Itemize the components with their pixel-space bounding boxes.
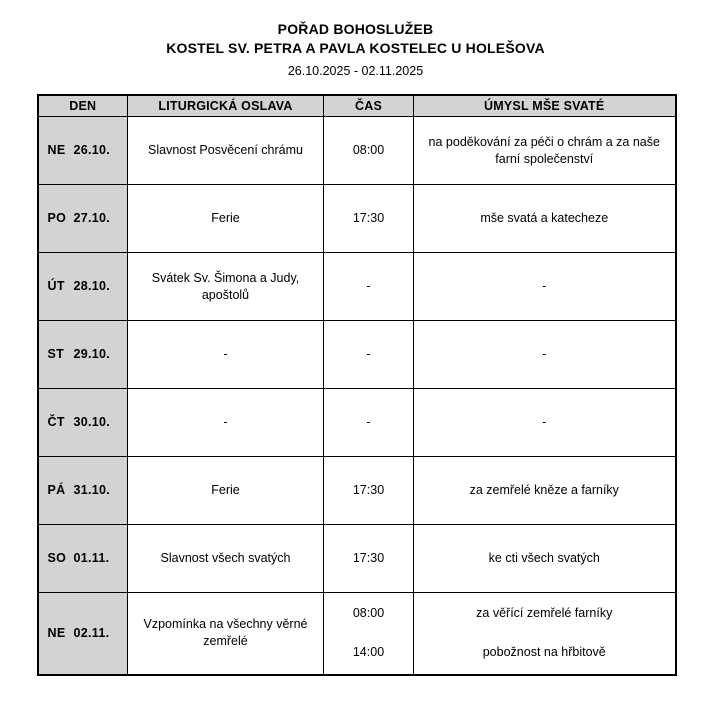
table-row: [38, 457, 676, 525]
page-subtitle: KOSTEL SV. PETRA A PAVLA KOSTELEC U HOLEŠOVA: [166, 40, 545, 56]
cell-day: [38, 457, 128, 525]
cell-day: [38, 253, 128, 321]
table-row: [38, 389, 676, 457]
cell-celebration: Svátek Sv. Šimona a Judy, apoštolů: [128, 253, 324, 321]
cell-day: [38, 389, 128, 457]
day-weekday: NE: [47, 143, 66, 157]
table-row: [38, 253, 676, 321]
cell-intention: za zemřelé kněze a farníky: [414, 457, 676, 525]
cell-intention: na poděkování za péči o chrám a za naše farní společenství: [414, 117, 676, 185]
column-header-day: DEN: [38, 95, 128, 117]
day-weekday: ST: [47, 347, 65, 361]
day-date: 31.10.: [73, 483, 111, 497]
cell-day: [38, 185, 128, 253]
cell-time: 17:30: [324, 525, 414, 593]
column-header-intention: ÚMYSL MŠE SVATÉ: [414, 95, 676, 117]
cell-intention-first: za věřící zemřelé farníky: [476, 606, 613, 621]
day-weekday: ÚT: [47, 279, 65, 293]
cell-day: [38, 525, 128, 593]
schedule-table: [37, 94, 677, 676]
cell-day: [38, 321, 128, 389]
day-weekday: NE: [47, 625, 66, 640]
day-date: 26.10.: [73, 143, 111, 157]
document-header: [0, 0, 711, 81]
cell-day: [38, 593, 128, 675]
cell-celebration: Vzpomínka na všechny věrné zemřelé: [128, 593, 324, 675]
cell-intention: -: [414, 389, 676, 457]
day-date: 02.11.: [73, 625, 110, 640]
table-row: [38, 185, 676, 253]
day-date: 29.10.: [73, 347, 111, 361]
cell-intention: -: [414, 253, 676, 321]
day-date: 30.10.: [73, 415, 111, 429]
cell-celebration: Slavnost všech svatých: [128, 525, 324, 593]
day-date: 01.11.: [73, 551, 110, 565]
cell-intention: -: [414, 321, 676, 389]
cell-time: -: [324, 389, 414, 457]
cell-celebration: Ferie: [128, 457, 324, 525]
cell-time: -: [324, 321, 414, 389]
cell-intention-second: pobožnost na hřbitově: [482, 645, 606, 660]
cell-day: [38, 117, 128, 185]
schedule-table-wrap: [37, 94, 675, 676]
cell-intention: [414, 593, 676, 675]
table-header-row: [38, 95, 676, 117]
day-weekday: PÁ: [47, 483, 66, 497]
table-row: [38, 593, 676, 675]
table-row: [38, 321, 676, 389]
cell-time: [324, 593, 414, 675]
table-row: [38, 117, 676, 185]
cell-time: -: [324, 253, 414, 321]
cell-celebration: -: [128, 321, 324, 389]
column-header-time: ČAS: [324, 95, 414, 117]
day-date: 27.10.: [73, 211, 111, 225]
cell-celebration: Ferie: [128, 185, 324, 253]
cell-time: 08:00: [324, 117, 414, 185]
day-weekday: ČT: [47, 415, 65, 429]
day-date: 28.10.: [73, 279, 111, 293]
cell-intention: mše svatá a katecheze: [414, 185, 676, 253]
table-row: [38, 525, 676, 593]
cell-time: 17:30: [324, 457, 414, 525]
column-header-celebration: LITURGICKÁ OSLAVA: [128, 95, 324, 117]
cell-time: 17:30: [324, 185, 414, 253]
date-range: 26.10.2025 - 02.11.2025: [287, 64, 424, 78]
day-weekday: PO: [47, 211, 67, 225]
cell-celebration: -: [128, 389, 324, 457]
page-title: POŘAD BOHOSLUŽEB: [277, 21, 434, 37]
day-weekday: SO: [47, 551, 67, 565]
cell-time-first: 08:00: [352, 606, 385, 621]
cell-time-second: 14:00: [352, 645, 385, 660]
cell-celebration: Slavnost Posvěcení chrámu: [128, 117, 324, 185]
cell-intention: ke cti všech svatých: [414, 525, 676, 593]
